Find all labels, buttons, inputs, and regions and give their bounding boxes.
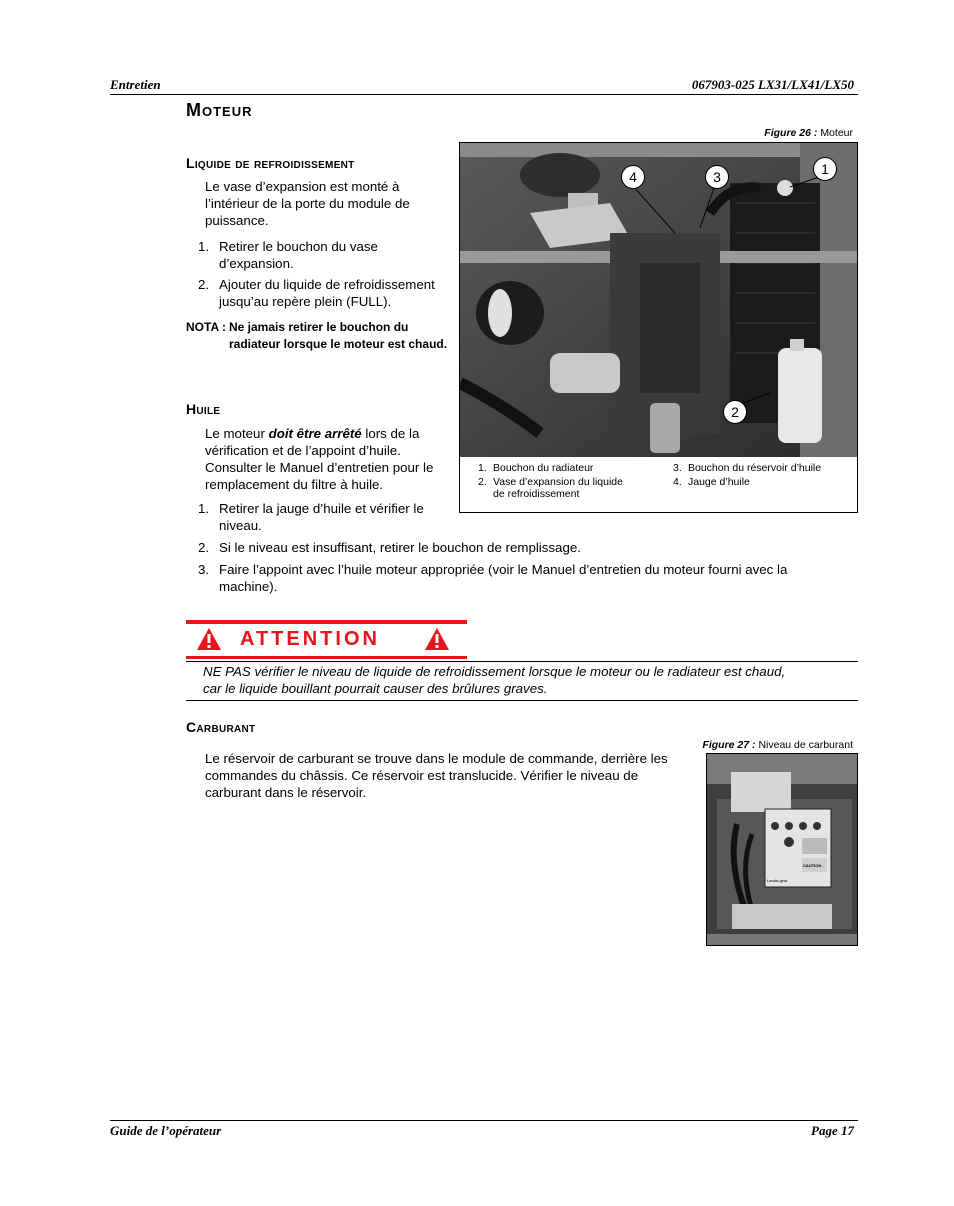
- panel-brand-label: Landa-gear: [767, 878, 788, 883]
- legend-number: 3.: [673, 462, 682, 474]
- figure-27: [706, 753, 858, 946]
- running-footer-left: Guide de l’opérateur: [110, 1123, 222, 1138]
- oil-step-1: Retirer la jauge d’huile et vérifier le niveau.: [219, 501, 424, 533]
- coolant-intro: Le vase d’expansion est monté à l’intérieur de la porte du module de puissance.: [205, 179, 410, 228]
- oil-heading: Huile: [186, 401, 221, 417]
- warning-bar-top: [186, 620, 467, 624]
- attention-rule-top: [186, 661, 858, 662]
- section-title: Moteur: [186, 100, 253, 120]
- engine-photo: [460, 143, 857, 457]
- legend-number: 2.: [478, 476, 487, 488]
- coolant-step-2: Ajouter du liquide de refroidissement jusqu’au repère plein (FULL).: [219, 277, 435, 309]
- legend-item-3: Bouchon du réservoir d’huile: [688, 462, 822, 474]
- warning-triangle-icon: [196, 627, 222, 651]
- legend-item-2: Vase d’expansion du liquide de refroidissement: [493, 476, 623, 500]
- legend-item-4: Jauge d’huile: [688, 476, 750, 488]
- warning-bar-bottom: [186, 656, 467, 659]
- fuel-text: Le réservoir de carburant se trouve dans le module de commande, derrière les commandes du châssis. Ce réservoir est translucide. Vérifier le niveau de carburant dans le réservoir.: [205, 751, 668, 800]
- oil-step-number: 3.: [198, 562, 210, 577]
- warning-triangle-icon: [424, 627, 450, 651]
- attention-rule-bottom: [186, 700, 858, 701]
- footer-rule: [110, 1120, 858, 1121]
- header-rule: [110, 94, 858, 95]
- figure-26-caption: Figure 26 : Moteur: [764, 127, 853, 139]
- legend-number: 1.: [478, 462, 487, 474]
- attention-title: ATTENTION: [240, 628, 380, 650]
- panel-caution-label: CAUTION: [803, 863, 822, 868]
- callout-2: 2: [723, 400, 747, 424]
- coolant-heading: Liquide de refroidissement: [186, 155, 355, 171]
- callout-4: 4: [621, 165, 645, 189]
- oil-step-number: 2.: [198, 540, 210, 555]
- callout-3: 3: [705, 165, 729, 189]
- oil-intro: Le moteur doit être arrêté lors de la vérification et de l’appoint d’huile. Consulter le Manuel d’entretien pour le remplacement du filtre à huile.: [205, 426, 434, 492]
- running-header-right: 067903-025 LX31/LX41/LX50: [691, 77, 854, 92]
- oil-step-3: Faire l’appoint avec l’huile moteur appropriée (voir le Manuel d’entretien du moteur fourni avec la machine).: [219, 562, 788, 594]
- coolant-step-number: 1.: [198, 239, 210, 254]
- running-footer-right: Page 17: [811, 1123, 854, 1138]
- figure-27-caption: Figure 27 : Niveau de carburant: [702, 739, 853, 751]
- callout-1: 1: [813, 157, 837, 181]
- coolant-step-1: Retirer le bouchon du vase d’expansion.: [219, 239, 378, 271]
- oil-step-number: 1.: [198, 501, 210, 516]
- oil-step-2: Si le niveau est insuffisant, retirer le bouchon de remplissage.: [219, 540, 581, 555]
- fuel-heading: Carburant: [186, 719, 256, 735]
- legend-item-1: Bouchon du radiateur: [493, 462, 594, 474]
- attention-text: NE PAS vérifier le niveau de liquide de refroidissement lorsque le moteur ou le radiateur est chaud, car le liquide bouillant pourrait causer des brûlures graves.: [203, 664, 786, 696]
- running-header-left: Entretien: [110, 77, 161, 92]
- coolant-step-number: 2.: [198, 277, 210, 292]
- legend-number: 4.: [673, 476, 682, 488]
- fuel-tank-photo: [707, 754, 857, 945]
- nota-text: Ne jamais retirer le bouchon du radiateur lorsque le moteur est chaud.: [229, 320, 448, 351]
- nota-label: NOTA :: [186, 320, 226, 334]
- figure-26: [459, 142, 858, 513]
